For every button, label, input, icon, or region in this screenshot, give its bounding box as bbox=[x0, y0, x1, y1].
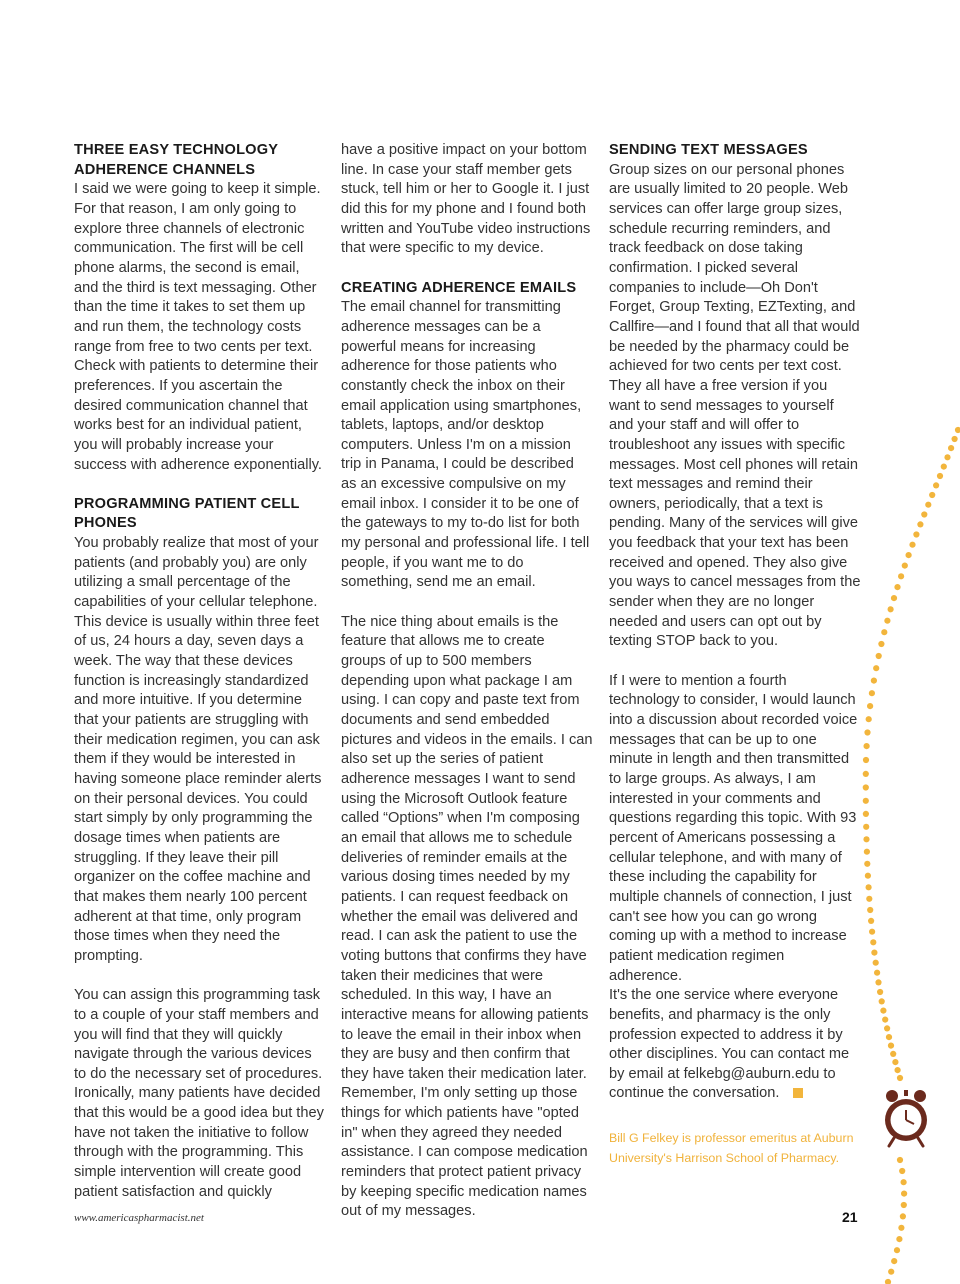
dot bbox=[865, 873, 871, 879]
dot bbox=[921, 511, 927, 517]
dot bbox=[895, 1067, 901, 1073]
dot bbox=[901, 1191, 907, 1197]
dot bbox=[894, 584, 900, 590]
dot bbox=[879, 998, 885, 1004]
dot bbox=[955, 427, 960, 433]
dot bbox=[885, 1279, 891, 1284]
dot bbox=[863, 784, 869, 790]
dot bbox=[925, 502, 931, 508]
dot bbox=[873, 960, 879, 966]
article-column-3 bbox=[609, 141, 861, 1169]
dot bbox=[888, 1269, 894, 1275]
dot bbox=[881, 629, 887, 635]
dot bbox=[867, 907, 873, 913]
dot bbox=[869, 929, 875, 935]
dot bbox=[867, 703, 873, 709]
dot bbox=[941, 464, 947, 470]
dot bbox=[888, 1043, 894, 1049]
dot bbox=[937, 473, 943, 479]
dot bbox=[868, 918, 874, 924]
dot bbox=[869, 690, 875, 696]
dot bbox=[871, 950, 877, 956]
dot bbox=[899, 1168, 905, 1174]
body-paragraph: have a positive impact on your bottom line. In case your staff member gets stuck, tell him or her to Google it. I just did this for my phone and I found both written and YouTube video instructions that were specific to my device. bbox=[341, 142, 591, 257]
body-paragraph: You can assign this programming task to a couple of your staff members and you will find that they will quickly navigate through the various devices to do the necessary set of procedures. Ironically, many patients have decided that this would be a good idea but they have not taken the initiative to follow through with the programming. This simple intervention will create good patient satisfaction and quickly bbox=[74, 987, 324, 1200]
dot bbox=[897, 1075, 903, 1081]
body-paragraph: You probably realize that most of your patients (and probably you) are only utilizing a small percentage of the capabilities of your cellular telephone. This device is usually within three feet of us, 24 hours a day, seven days a week. The way that these devices function is increasingly standardized and more intuitive. If you determine that your patients are struggling with their medication regimen, you can ask them if they would be interested in having someone place reminder alerts on their personal devices. You could start simply by only programming the dosage times when patients are struggling. If they leave their pill organizer on the coffee machine and that makes them nearly 100 percent adherent at that time, only program those times when they need the prompting. bbox=[74, 535, 322, 964]
dot bbox=[863, 798, 869, 804]
dot bbox=[871, 678, 877, 684]
dot bbox=[909, 542, 915, 548]
dot bbox=[863, 757, 869, 763]
dot bbox=[886, 1034, 892, 1040]
section-heading-adherence-emails: CREATING ADHERENCE EMAILS bbox=[341, 279, 577, 296]
dot bbox=[870, 939, 876, 945]
dot bbox=[877, 989, 883, 995]
dot bbox=[896, 1236, 902, 1242]
dot bbox=[944, 454, 950, 460]
dot bbox=[863, 824, 869, 830]
dot bbox=[901, 1179, 907, 1185]
section-heading-text-messages: SENDING TEXT MESSAGES bbox=[609, 142, 808, 158]
section-heading-programming-phones: PROGRAMMING PATIENT CELL PHONES bbox=[74, 495, 300, 532]
alarm-clock-icon bbox=[885, 1090, 927, 1146]
dot bbox=[864, 729, 870, 735]
dot bbox=[902, 563, 908, 569]
body-paragraph: If I were to mention a fourth technology to consider, I would launch into a discussion about recorded voice messages that can be up to one minute in length and then transmitted to large groups. As always, I am interested in your comments and questions regarding this topic. With 93 percent of Americans possessing a cellular telephone, and with many of these including the capability for multiple channels of connection, I just can't see how you can go wrong coming up with a method to increase patient medication regimen adherence. bbox=[609, 672, 858, 984]
dot bbox=[864, 743, 870, 749]
dot bbox=[898, 1225, 904, 1231]
dot bbox=[891, 595, 897, 601]
dot bbox=[933, 482, 939, 488]
dot bbox=[898, 573, 904, 579]
section-heading-technology-channels: THREE EASY TECHNOLOGY ADHERENCE CHANNELS bbox=[74, 142, 278, 178]
dot bbox=[888, 606, 894, 612]
dot bbox=[874, 970, 880, 976]
body-paragraph: The email channel for transmitting adherence messages can be a powerful means for increasing adherence for those patients who constantly check the inbox on their email application using smartphones, tablets, laptops, and/or desktop computers. Unless I'm on a mission trip in Panama, I could be described as an excessive compulsive on my email inbox. I consider it to be one of the gateways to my to-do list for both my personal and professional life. I tell people, if you want me to do something, send me an email. bbox=[341, 299, 590, 591]
dot bbox=[952, 436, 958, 442]
dot bbox=[866, 896, 872, 902]
dot bbox=[863, 771, 869, 777]
dot bbox=[875, 979, 881, 985]
dot bbox=[917, 521, 923, 527]
dot bbox=[864, 861, 870, 867]
dot bbox=[876, 653, 882, 659]
dot bbox=[901, 1202, 907, 1208]
dot bbox=[892, 1059, 898, 1065]
dot bbox=[863, 811, 869, 817]
body-paragraph: I said we were going to keep it simple. For that reason, I am only going to explore three channels of electronic communication. The first will be cell phone alarms, the second is email, and the third is text messaging. Other than the time it takes to set them up and run them, the technology costs range from free to two cents per text. Check with patients to determine their preferences. If you ascertain the desired communication channel that works best for an individual patient, you will probably increase your success with adherence exponentially. bbox=[74, 181, 322, 473]
page-number: 21 bbox=[842, 1209, 858, 1225]
closing-paragraph bbox=[609, 986, 861, 1104]
dot bbox=[863, 836, 869, 842]
dot bbox=[866, 716, 872, 722]
dot bbox=[913, 531, 919, 537]
author-bio: Bill G Felkey is professor emeritus at Auburn University's Harrison School of Pharmacy. bbox=[609, 1131, 854, 1165]
article-column-2 bbox=[341, 141, 593, 1222]
dot bbox=[878, 641, 884, 647]
dot bbox=[906, 552, 912, 558]
dot bbox=[880, 1008, 886, 1014]
dot bbox=[929, 492, 935, 498]
dot bbox=[900, 1213, 906, 1219]
dot bbox=[897, 1157, 903, 1163]
dot bbox=[884, 618, 890, 624]
dot bbox=[864, 849, 870, 855]
body-paragraph: The nice thing about emails is the feature that allows me to create groups of up to 500 members depending upon what package I am using. I can copy and paste text from documents and send embedded pictures and videos in the emails. I can also set up the series of patient adherence messages I want to send using the Microsoft Outlook feature called “Options” when I'm composing an email that allows me to schedule deliveries of reminder emails at the various dosing times needed by my patients. I can request feedback on whether the email was delivered and read. I can ask the patient to use the voting buttons that confirms they have taken their medicines that were scheduled. In this way, I have an interactive means for allowing patients to leave the email in their inbox when they are busy and then confirm that they have taken their medication later. Remember, I'm only setting up those things for which patients have "opted in" when they agreed they needed assistance. I can compose medication reminders that protect patient privacy by keeping specific medication names out of my messages. bbox=[341, 613, 593, 1220]
dot bbox=[894, 1247, 900, 1253]
article-column-1 bbox=[74, 141, 326, 1202]
footer-url: www.americaspharmacist.net bbox=[74, 1212, 204, 1224]
dot bbox=[873, 665, 879, 671]
end-mark-icon bbox=[793, 1088, 803, 1098]
dot bbox=[866, 884, 872, 890]
closing-text: It's the one service where everyone benefits, and pharmacy is the only profession expected to address it by other disciplines. You can contact me by email at felkebg@auburn.edu to continue the conversation. bbox=[609, 987, 850, 1102]
dot bbox=[948, 445, 954, 451]
body-paragraph: Group sizes on our personal phones are usually limited to 20 people. Web services can offer large group sizes, schedule recurring reminders, and track feedback on dose taking confirmation. I picked several companies to include—Oh Don't Forget, Group Texting, EZTexting, and Callfire—and I found that all that would be needed by the pharmacy could be achieved for two cents per text cost. They all have a free version if you want to send messages to yourself and your staff and will offer to troubleshoot any issues with specific messages. Most cell phones will retain text messages and remind their owners, periodically, that a text is pending. Many of the services will give you feedback that your text has been received and opened. They also give you ways to cancel messages from the sender when they are no longer needed and users can opt out by texting STOP back to you. bbox=[609, 161, 861, 650]
dot bbox=[891, 1258, 897, 1264]
dot bbox=[882, 1017, 888, 1023]
dot bbox=[890, 1051, 896, 1057]
dotted-line bbox=[863, 427, 960, 1284]
dot bbox=[884, 1025, 890, 1031]
